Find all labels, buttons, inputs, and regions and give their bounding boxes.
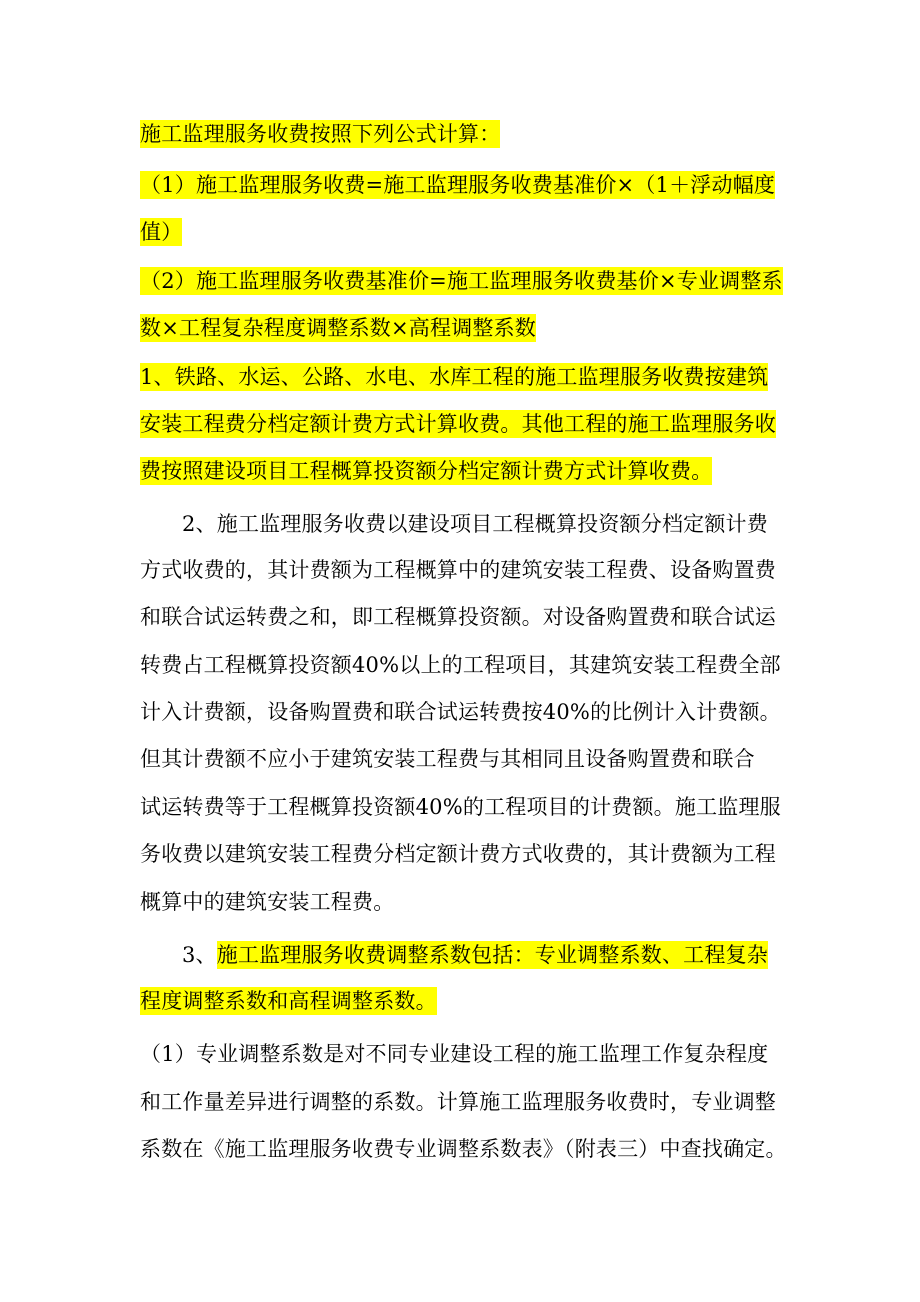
highlighted-text: 值） [140,220,183,244]
paragraph-line: 和工作量差异进行调整的系数。计算施工监理服务收费时，专业调整 [140,1090,776,1114]
paragraph-line [140,314,536,344]
paragraph-line: 2、施工监理服务收费以建设项目工程概算投资额分档定额计费 [182,512,768,536]
highlighted-text: 施工监理服务收费调整系数包括：专业调整系数、工程复杂 [216,943,768,967]
highlighted-text: 程度调整系数和高程调整系数。 [140,989,437,1013]
paragraph-line [140,410,776,440]
paragraph-line: 和联合试运转费之和，即工程概算投资额。对设备购置费和联合试运 [140,605,776,629]
paragraph-line: 计入计费额，设备购置费和联合试运转费按40%的比例计入计费额。 [140,700,781,724]
paragraph-line [140,457,712,487]
paragraph-line [140,363,768,393]
highlighted-text: 1、铁路、水运、公路、水电、水库工程的施工监理服务收费按建筑 [140,365,769,389]
paragraph-line: 转费占工程概算投资额40%以上的工程项目，其建筑安装工程费全部 [140,653,781,677]
paragraph-line [140,987,437,1017]
highlighted-text: 数×工程复杂程度调整系数×高程调整系数 [140,316,536,340]
paragraph-line: （1）专业调整系数是对不同专业建设工程的施工监理工作复杂程度 [140,1042,769,1066]
paragraph-line: 务收费以建筑安装工程费分档定额计费方式收费的，其计费额为工程 [140,842,776,866]
paragraph-line [140,171,775,201]
paragraph-line: 试运转费等于工程概算投资额40%的工程项目的计费额。施工监理服 [140,795,781,819]
highlighted-text: （2）施工监理服务收费基准价=施工监理服务收费基价×专业调整系 [140,269,783,293]
paragraph-line [140,267,783,297]
paragraph-line [140,120,500,150]
paragraph-line: 系数在《施工监理服务收费专业调整系数表》（附表三）中查找确定。 [140,1137,787,1161]
paragraph-line: 方式收费的，其计费额为工程概算中的建筑安装工程费、设备购置费 [140,558,776,582]
paragraph-line [182,941,768,971]
paragraph-line: 但其计费额不应小于建筑安装工程费与其相同且设备购置费和联合 [140,747,755,771]
highlighted-text: 施工监理服务收费按照下列公式计算： [140,122,501,146]
paragraph-line: 概算中的建筑安装工程费。 [140,890,395,914]
paragraph-line [140,218,182,248]
item-number: 3、 [182,943,217,967]
highlighted-text: 安装工程费分档定额计费方式计算收费。其他工程的施工监理服务收 [140,412,776,436]
highlighted-text: （1）施工监理服务收费=施工监理服务收费基准价×（1＋浮动幅度 [140,173,776,197]
highlighted-text: 费按照建设项目工程概算投资额分档定额计费方式计算收费。 [140,459,713,483]
